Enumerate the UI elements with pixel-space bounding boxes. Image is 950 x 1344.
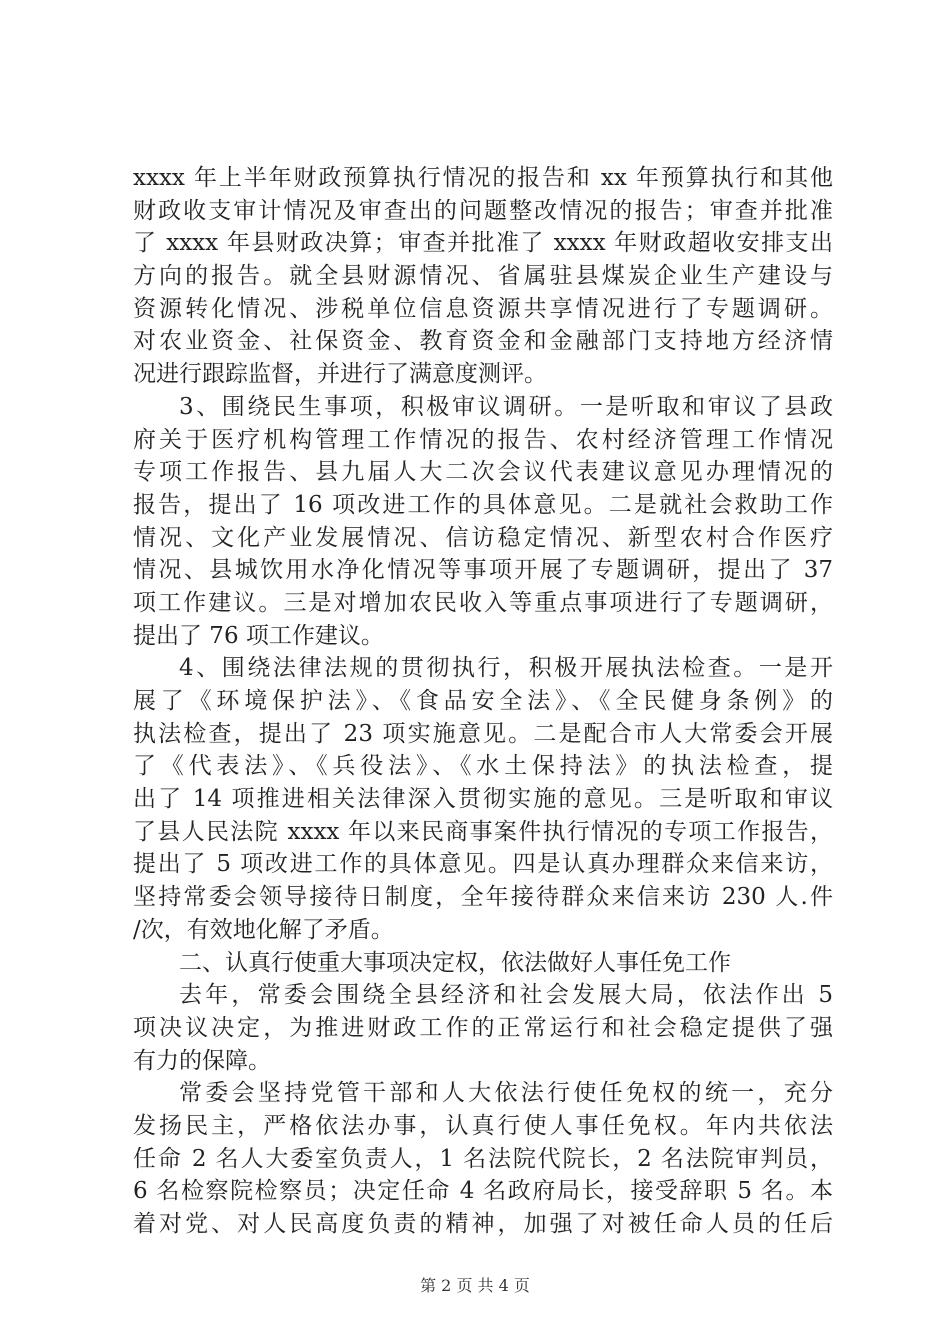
text-line: 提出了 5 项改进工作的具体意见。四是认真办理群众来信来访， [133, 851, 833, 878]
text-line: 专项工作报告、县九届人大二次会议代表建议意见办理情况的 [133, 459, 833, 486]
text-line: 常委会坚持党管干部和人大依法行使任免权的统一，充分 [179, 1080, 833, 1107]
text-line: xxxx 年上半年财政预算执行情况的报告和 xx 年预算执行和其他 [133, 165, 833, 191]
text-line: 任命 2 名人大委室负责人，1 名法院代院长，2 名法院审判员， [133, 1145, 833, 1172]
text-line: /次，有效地化解了矛盾。 [133, 916, 394, 943]
text-line: 出了 14 项推进相关法律深入贯彻实施的意见。三是听取和审议 [133, 786, 833, 813]
text-line: 资源转化情况、涉税单位信息资源共享情况进行了专题调研。 [133, 295, 833, 322]
text-line: 报告，提出了 16 项改进工作的具体意见。二是就社会救助工作 [133, 491, 833, 518]
text-line: 6 名检察院检察员；决定任命 4 名政府局长，接受辞职 5 名。本 [133, 1178, 833, 1205]
text-line: 提出了 76 项工作建议。 [133, 622, 384, 649]
text-line: 坚持常委会领导接待日制度，全年接待群众来信来访 230 人.件 [133, 884, 833, 911]
text-line: 着对党、对人民高度负责的精神，加强了对被任命人员的任后 [133, 1211, 833, 1237]
text-line: 了 xxxx 年县财政决算；审查并批准了 xxxx 年财政超收安排支出 [133, 230, 833, 257]
text-line: 4、围绕法律法规的贯彻执行，积极开展执法检查。一是开 [179, 655, 833, 682]
text-line: 对农业资金、社保资金、教育资金和金融部门支持地方经济情 [133, 328, 833, 355]
document-body [133, 162, 833, 1241]
text-line: 财政收支审计情况及审查出的问题整改情况的报告；审查并批准 [133, 197, 833, 224]
text-line: 有力的保障。 [133, 1047, 271, 1074]
text-line: 去年，常委会围绕全县经济和社会发展大局，依法作出 5 [179, 982, 833, 1009]
text-line: 发扬民主，严格依法办事，认真行使人事任免权。年内共依法 [133, 1112, 833, 1139]
text-line: 项决议决定，为推进财政工作的正常运行和社会稳定提供了强 [133, 1014, 833, 1041]
text-line: 项工作建议。三是对增加农民收入等重点事项进行了专题调研， [133, 589, 833, 616]
text-line: 了《代表法》、《兵役法》、《水土保持法》的执法检查，提 [133, 753, 833, 780]
text-line: 了县人民法院 xxxx 年以来民商事案件执行情况的专项工作报告， [133, 818, 833, 845]
text-line: 况进行跟踪监督，并进行了满意度测评。 [133, 361, 547, 388]
text-line: 府关于医疗机构管理工作情况的报告、农村经济管理工作情况 [133, 426, 833, 453]
text-line: 执法检查，提出了 23 项实施意见。二是配合市人大常委会开展 [133, 720, 833, 747]
text-line: 二、认真行使重大事项决定权，依法做好人事任免工作 [179, 949, 731, 976]
text-line: 展了《环境保护法》、《食品安全法》、《全民健身条例》的 [133, 688, 833, 714]
text-line: 3、围绕民生事项，积极审议调研。一是听取和审议了县政 [179, 393, 833, 420]
text-line: 情况、县城饮用水净化情况等事项开展了专题调研，提出了 37 [133, 557, 833, 584]
text-line: 方向的报告。就全县财源情况、省属驻县煤炭企业生产建设与 [133, 263, 833, 290]
page-number-footer: 第 2 页 共 4 页 [420, 1276, 530, 1295]
text-line: 情况、文化产业发展情况、信访稳定情况、新型农村合作医疗 [133, 524, 833, 551]
